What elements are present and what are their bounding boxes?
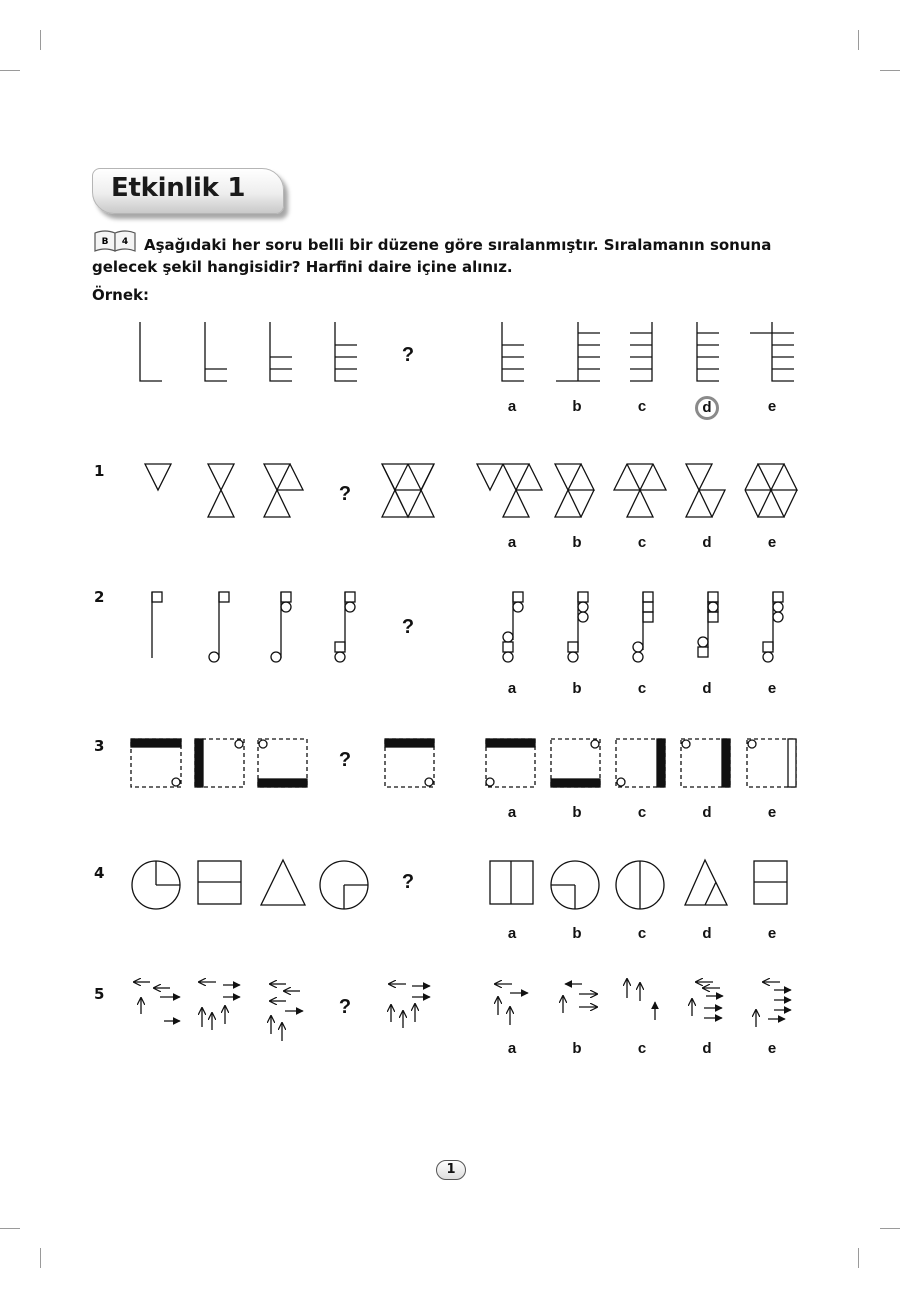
q4-options xyxy=(490,860,787,909)
option-letter-b[interactable]: b xyxy=(572,1040,582,1057)
question-mark: ? xyxy=(338,749,352,771)
example-label: Örnek: xyxy=(92,286,149,304)
question-number: 3 xyxy=(94,737,105,755)
question-mark: ? xyxy=(401,616,415,638)
option-letter-e[interactable]: e xyxy=(767,534,777,551)
option-letter-a[interactable]: a xyxy=(507,925,517,942)
question-number: 4 xyxy=(94,864,105,882)
example-sequence xyxy=(140,322,357,381)
badge-right-text: 4 xyxy=(121,237,129,247)
q5-options xyxy=(495,979,791,1027)
question-number: 2 xyxy=(94,588,105,606)
q1-options xyxy=(477,464,797,517)
option-letter-b[interactable]: b xyxy=(572,925,582,942)
option-letter-e[interactable]: e xyxy=(767,925,777,942)
option-letter-b[interactable]: b xyxy=(572,804,582,821)
question-mark: ? xyxy=(338,483,352,505)
q5-sequence xyxy=(134,982,430,1041)
option-letter-e[interactable]: e xyxy=(767,1040,777,1057)
option-letter-a[interactable]: a xyxy=(507,680,517,697)
option-letter-c[interactable]: c xyxy=(637,1040,647,1057)
q4-sequence xyxy=(132,860,368,909)
option-letter-a[interactable]: a xyxy=(507,534,517,551)
option-letter-d[interactable]: d xyxy=(702,680,712,697)
q2-sequence xyxy=(152,592,355,662)
page-number: 1 xyxy=(436,1160,466,1180)
option-letter-a[interactable]: a xyxy=(507,1040,517,1057)
option-letter-a[interactable]: a xyxy=(507,398,517,415)
option-letter-c[interactable]: c xyxy=(637,804,647,821)
option-letter-c[interactable]: c xyxy=(637,398,647,415)
option-letter-c[interactable]: c xyxy=(637,680,647,697)
question-mark: ? xyxy=(401,344,415,366)
question-number: 1 xyxy=(94,462,105,480)
badge-left-text: B xyxy=(101,237,109,247)
question-mark: ? xyxy=(338,996,352,1018)
q3-options-marks xyxy=(486,739,796,787)
option-letter-e[interactable]: e xyxy=(767,398,777,415)
activity-title: Etkinlik 1 xyxy=(111,173,246,203)
option-letter-c[interactable]: c xyxy=(637,925,647,942)
option-letter-d[interactable]: d xyxy=(702,925,712,942)
question-mark: ? xyxy=(401,871,415,893)
option-letter-e[interactable]: e xyxy=(767,680,777,697)
instruction-text: Aşağıdaki her soru belli bir düzene göre sıralanmıştır. Sıralamanın sonuna gelecek şekil hangisidir? Harfini daire içine alınız. xyxy=(92,236,772,276)
option-letter-d[interactable]: d xyxy=(702,804,712,821)
option-letter-b[interactable]: b xyxy=(572,398,582,415)
option-letter-d[interactable]: d xyxy=(702,1040,712,1057)
option-letter-b[interactable]: b xyxy=(572,534,582,551)
q3-sequence-marks xyxy=(131,739,434,787)
option-letter-e[interactable]: e xyxy=(767,804,777,821)
option-letter-d-circled[interactable]: d xyxy=(695,396,719,420)
example-options xyxy=(502,322,794,381)
q1-sequence xyxy=(145,464,434,517)
option-letter-a[interactable]: a xyxy=(507,804,517,821)
question-number: 5 xyxy=(94,985,105,1003)
option-letter-b[interactable]: b xyxy=(572,680,582,697)
option-letter-d[interactable]: d xyxy=(702,534,712,551)
q2-options xyxy=(503,592,783,662)
option-letter-c[interactable]: c xyxy=(637,534,647,551)
